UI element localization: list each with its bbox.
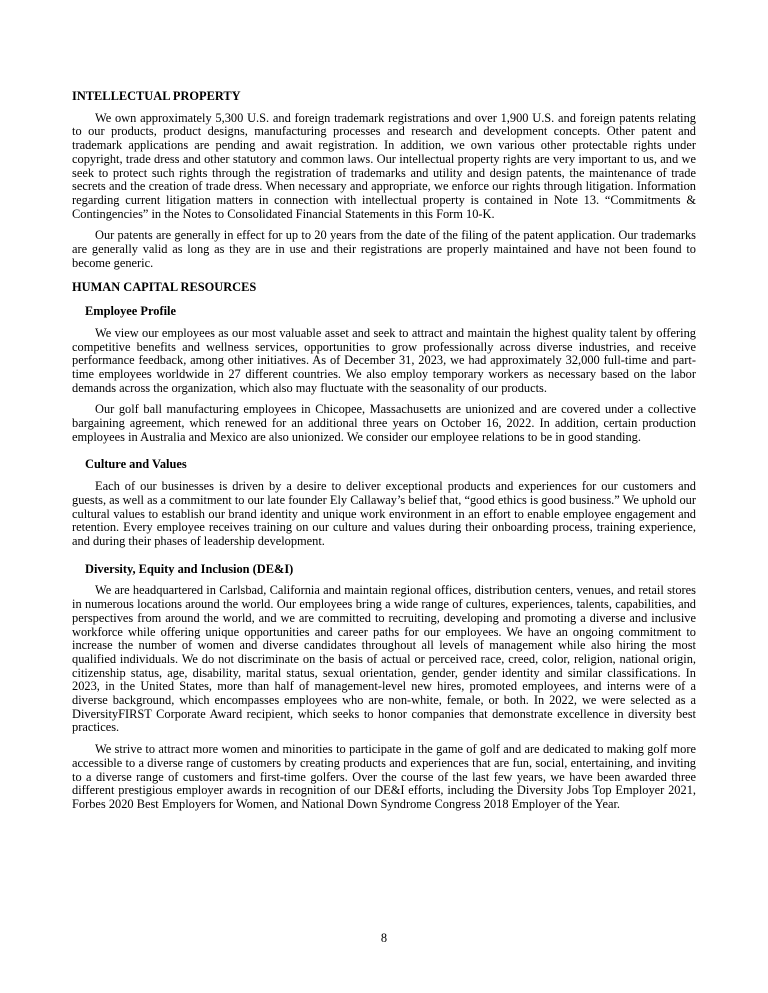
subsection-heading-employee-profile: Employee Profile — [85, 304, 176, 319]
paragraph-intellectual-property-1: We own approximately 5,300 U.S. and foreign trademark registrations and over 1,900 U.S. and foreign patents relating to our products, product designs, manufacturing processes and research and development concepts. Other patent and trademark applications are pending and await registration. In addition, we own various other protectable rights under copyright, trade dress and other statutory and common laws. Our intellectual property rights are very important to us, and we seek to protect such rights through the registration of trademarks and utility and design patents, the maintenance of trade secrets and the creation of trade dress. When necessary and appropriate, we enforce our rights through litigation. Information regarding current litigation matters in connection with intellectual property is contained in Note 13. “Commitments & Contingencies” in the Notes to Consolidated Financial Statements in this Form 10-K. — [72, 110, 696, 221]
page-number: 8 — [380, 931, 388, 946]
paragraph-employee-profile-2: Our golf ball manufacturing employees in Chicopee, Massachusetts are unionized and are covered under a collective bargaining agreement, which renewed for an additional three years on October 16, 2022. In addition, certain production employees in Australia and Mexico are also unionized. We consider our employee relations to be in good standing. — [72, 402, 696, 444]
section-heading-human-capital-resources: HUMAN CAPITAL RESOURCES — [72, 280, 257, 295]
paragraph-intellectual-property-2: Our patents are generally in effect for up to 20 years from the date of the filing of the patent application. Our trademarks are generally valid as long as they are in use and their registrations are properly maintained and have not been found to become generic. — [72, 228, 696, 270]
paragraph-dei-2: We strive to attract more women and minorities to participate in the game of golf and are dedicated to making golf more accessible to a diverse range of customers by creating products and experiences that are fun, social, entertaining, and inviting to a diverse range of customers and first-time golfers. Over the course of the last few years, we have been awarded three different prestigious employer awards in recognition of our DE&I efforts, including the Diversity Jobs Top Employer 2021, Forbes 2020 Best Employers for Women, and National Down Syndrome Congress 2018 Employer of the Year. — [72, 742, 696, 811]
subsection-heading-dei: Diversity, Equity and Inclusion (DE&I) — [85, 561, 294, 576]
paragraph-culture-and-values-1: Each of our businesses is driven by a desire to deliver exceptional products and experiences for our customers and guests, as well as a commitment to our late founder Ely Callaway’s belief that, “good ethics is good business.” We uphold our cultural values to establish our brand identity and unique work environment in an effort to enable employee engagement and retention. Every employee receives training on our culture and values during their onboarding process, training experience, and during their phases of leadership development. — [72, 479, 696, 548]
section-heading-intellectual-property: INTELLECTUAL PROPERTY — [72, 89, 241, 103]
subsection-heading-culture-and-values: Culture and Values — [85, 457, 187, 472]
paragraph-employee-profile-1: We view our employees as our most valuable asset and seek to attract and maintain the highest quality talent by offering competitive benefits and wellness services, opportunities to grow professionally across diverse industries, and receive performance feedback, among other initiatives. As of December 31, 2023, we had approximately 32,000 full-time and part-time employees worldwide in 27 different countries. We also employ temporary workers as necessary based on the labor demands across the organization, which also may fluctuate with the seasonality of our products. — [72, 325, 696, 395]
paragraph-dei-1: We are headquartered in Carlsbad, California and maintain regional offices, distribution centers, venues, and retail stores in numerous locations around the world. Our employees bring a wide range of cultures, experiences, talents, capabilities, and perspectives from around the world, and we are committed to recruiting, developing and promoting a diverse and inclusive workforce while offering unique opportunities and career paths for our employees. We have an ongoing commitment to increase the number of women and diverse candidates throughout all levels of management while also hiring the most qualified individuals. We do not discriminate on the basis of actual or perceived race, creed, color, religion, national origin, citizenship status, age, disability, marital status, sexual orientation, gender, gender identity and similar classifications. In 2023, in the United States, more than half of management-level new hires, promoted employees, and interns were of a diverse background, which encompasses employees who are non-white, female, or both. In 2022, we were selected as a DiversityFIRST Corporate Award recipient, which seeks to honor companies that demonstrate excellence in diversity best practices. — [72, 583, 696, 735]
